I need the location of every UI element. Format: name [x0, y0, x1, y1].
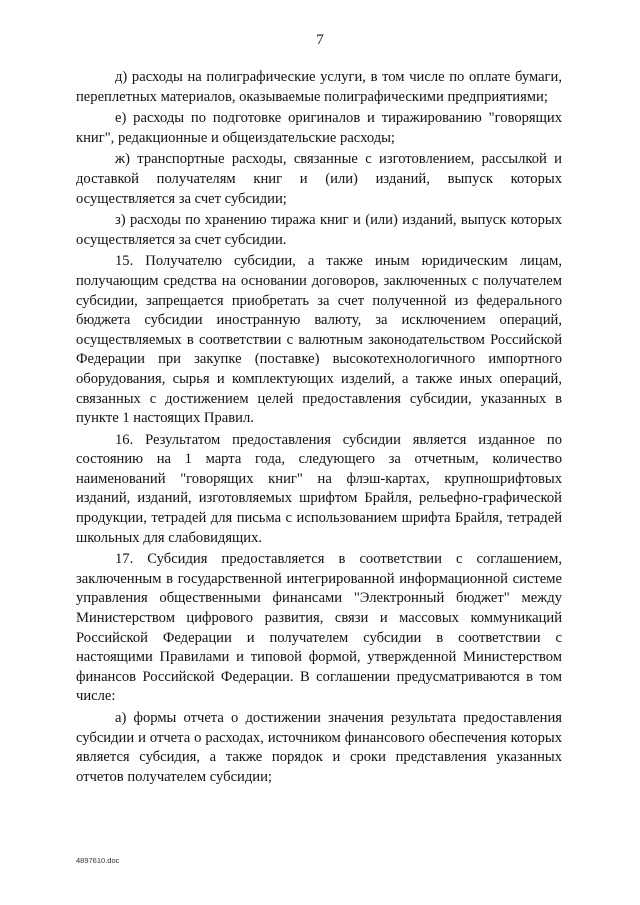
- paragraph-subitem-z: з) расходы по хранению тиража книг и (или) изданий, выпуск которых осуществляется за счет субсидии.: [76, 212, 562, 248]
- paragraph-subitem-zh: ж) транспортные расходы, связанные с изготовлением, рассылкой и доставкой получателям книг и (или) изданий, выпуск которых осуществляется за счет субсидии;: [76, 151, 562, 207]
- paragraph-subitem-e: е) расходы по подготовке оригиналов и тиражированию "говорящих книг", редакционные и общеиздательские расходы;: [76, 110, 562, 146]
- document-body: [76, 68, 562, 789]
- paragraph-item-17: 17. Субсидия предоставляется в соответствии с соглашением, заключенным в государственной интегрированной информационной системе управления общественными финансами "Электронный бюджет" между Министерством цифрового развития, связи и массовых коммуникаций Российской Федерации и получателем субсидии в соответствии с настоящими Правилами и типовой формой, утвержденной Министерством финансов Российской Федерации. В соглашении предусматриваются в том числе:: [76, 551, 562, 705]
- paragraph-item-16: 16. Результатом предоставления субсидии является изданное по состоянию на 1 марта года, следующего за отчетным, количество наименований "говорящих книг" на флэш-картах, крупношрифтовых изданий, изданий, изготовляемых шрифтом Брайля, рельефно-графической продукции, тетрадей для письма с использованием шрифта Брайля, тетрадей школьных для слабовидящих.: [76, 431, 562, 546]
- paragraph-item-15: 15. Получателю субсидии, а также иным юридическим лицам, получающим средства на основании договоров, заключенных с получателем субсидии, запрещается приобретать за счет полученной из федерального бюджета субсидии иностранную валюту, за исключением операций, осуществляемых в соответствии с валютным законодательством Российской Федерации при закупке (поставке) высокотехнологичного импортного оборудования, сырья и комплектующих изделий, а также иных операций, связанных с достижением целей предоставления субсидии, указанных в пункте 1 настоящих Правил.: [76, 253, 562, 427]
- page-number: 7: [316, 32, 324, 48]
- document-file-code: 4897610.doc: [76, 856, 120, 865]
- paragraph-subitem-d: д) расходы на полиграфические услуги, в том числе по оплате бумаги, переплетных материалов, оказываемые полиграфическими предприятиями;: [76, 69, 562, 105]
- paragraph-subitem-a: а) формы отчета о достижении значения результата предоставления субсидии и отчета о расходах, источником финансового обеспечения которых является субсидия, а также порядок и сроки представления указанных отчетов получателем субсидии;: [76, 710, 562, 785]
